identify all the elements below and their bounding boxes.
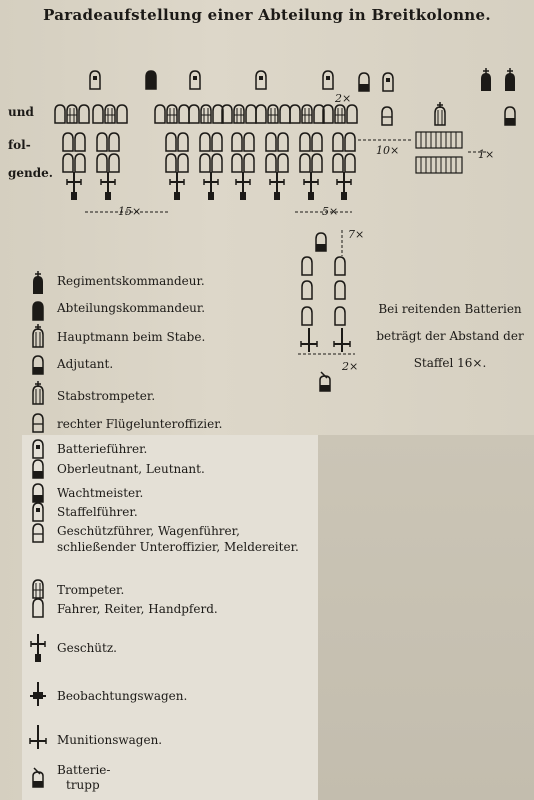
gun-icon xyxy=(31,634,45,662)
distance-7: 7× xyxy=(348,228,365,241)
battery-troop-icon xyxy=(33,768,43,787)
battery-leader-icon xyxy=(33,440,43,458)
distance-10: 10× xyxy=(376,144,400,157)
legend-label-staff-trumpeter: Stabstrompeter. xyxy=(57,389,156,403)
legend-label-battalion-commander: Abteilungskommandeur. xyxy=(57,301,206,315)
sergeant-major-icon xyxy=(33,484,43,502)
legend-label-lieutenant: Oberleutnant, Leutnant. xyxy=(57,462,205,476)
legend-label-observation-wagon: Beobachtungswagen. xyxy=(57,689,188,703)
legend-label-gun-leader: Geschützführer, Wagenführer, xyxy=(57,524,240,538)
legend-label-gun: Geschütz. xyxy=(57,641,117,655)
observation-wagon-icon xyxy=(30,682,46,706)
note-line-2: beträgt der Abstand der xyxy=(376,329,524,343)
driver-icon xyxy=(33,599,43,617)
regimental-commander-icon xyxy=(33,271,43,294)
legend-label-staff-captain: Hauptmann beim Stabe. xyxy=(57,330,206,344)
lieutenant-icon xyxy=(33,460,43,478)
side-label-gende: gende. xyxy=(8,166,53,180)
legend-label-adjutant: Adjutant. xyxy=(57,357,114,371)
legend-label-sergeant-major: Wachtmeister. xyxy=(57,486,144,500)
note-line-3: Staffel 16×. xyxy=(413,356,487,370)
battalion-commander-icon xyxy=(33,302,43,320)
legend-label-right-flank-nco: rechter Flügelunteroffizier. xyxy=(57,417,223,431)
distance-15: 15× xyxy=(118,205,142,218)
right-flank-nco-icon xyxy=(33,414,43,432)
gun-leader-icon xyxy=(33,524,43,542)
ammunition-wagon-icon xyxy=(30,725,46,749)
legend-label-gun-leader-2: schließender Unteroffizier, Meldereiter. xyxy=(57,540,299,554)
side-label-und: und xyxy=(8,105,34,119)
adjutant-icon xyxy=(33,356,43,374)
trumpeter-icon xyxy=(33,580,43,598)
legend-label-trumpeter: Trompeter. xyxy=(57,583,125,597)
legend-label-driver: Fahrer, Reiter, Handpferd. xyxy=(57,602,218,616)
echelon-leader-icon xyxy=(33,503,43,521)
note-line-1: Bei reitenden Batterien xyxy=(378,302,522,316)
legend-label-battery-troop: Batterie- xyxy=(57,763,111,777)
distance-1: 1× xyxy=(478,148,495,161)
staff-trumpeter-icon xyxy=(33,381,43,404)
distance-2-top: 2× xyxy=(335,92,352,105)
legend-label-battery-troop-2: trupp xyxy=(66,778,100,792)
distance-5: 5× xyxy=(322,205,339,218)
legend-label-echelon-leader: Staffelführer. xyxy=(57,505,138,519)
staff-captain-icon xyxy=(33,324,43,347)
side-label-fol: fol- xyxy=(8,138,31,152)
legend-label-battery-leader: Batterieführer. xyxy=(57,442,148,456)
page-title: Paradeaufstellung einer Abteilung in Breitkolonne. xyxy=(43,6,491,24)
distance-2-bottom: 2× xyxy=(342,360,359,373)
legend-label-regimental-commander: Regimentskommandeur. xyxy=(57,274,205,288)
legend-label-ammunition-wagon: Munitionswagen. xyxy=(57,733,163,747)
